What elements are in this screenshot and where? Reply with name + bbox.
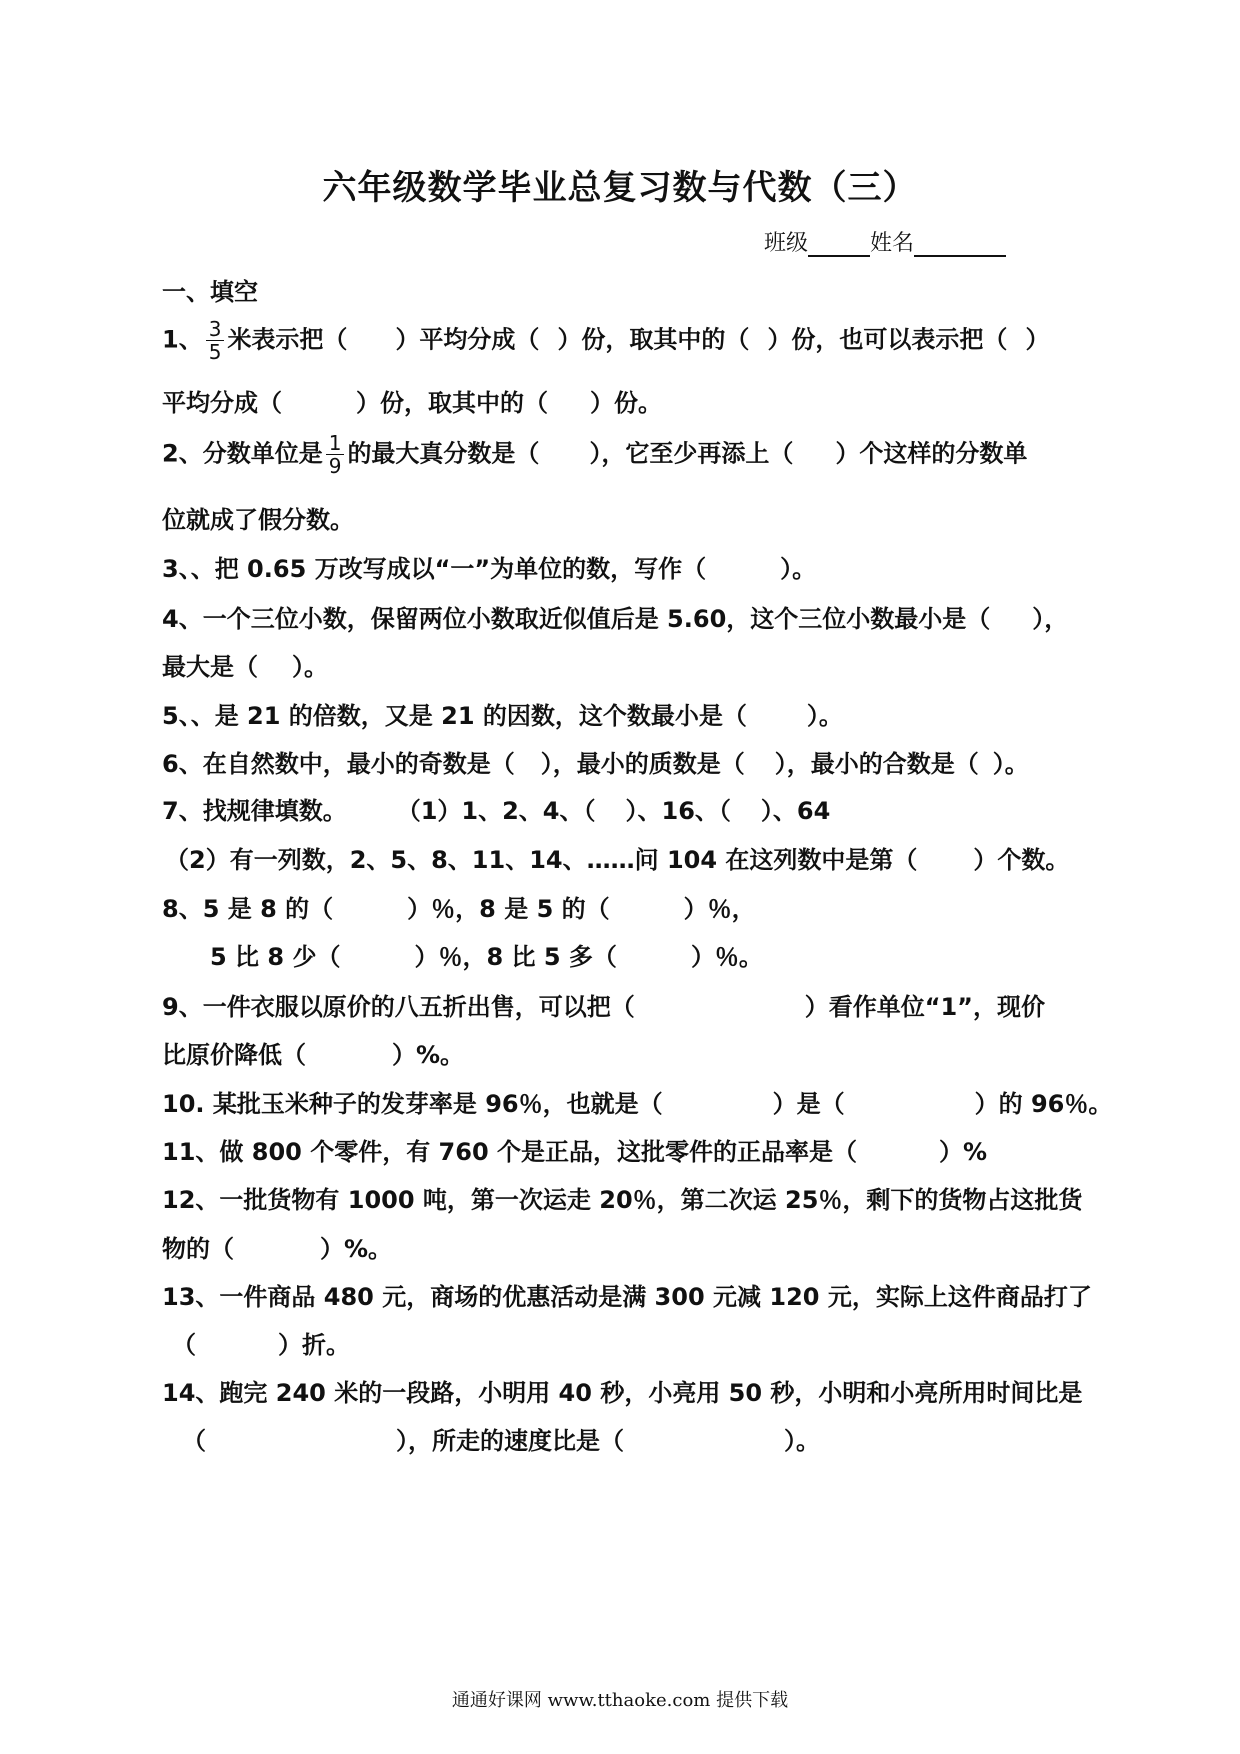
fraction-1-9: $\frac{1}{9}$ — [326, 432, 345, 477]
name-label: 姓名 — [870, 231, 915, 256]
question-8-line-2: 5 比 8 少（ ）％，8 比 5 多（ ）％。 — [210, 943, 763, 971]
fraction-3-5: $\frac{3}{5}$ — [206, 318, 225, 363]
question-1-line-1: 1、 $\frac{3}{5}$ 米表示把（ ）平均分成（ ）份，取其中的（ ）份，也可以表示把（ ） — [162, 317, 1050, 364]
question-5: 5、、是 21 的倍数，又是 21 的因数，这个数最小是（ ）。 — [162, 702, 843, 730]
question-12-line-2: 物的（ ）%。 — [162, 1235, 393, 1263]
name-bar — [764, 226, 1006, 257]
page-title: 六年级数学毕业总复习数与代数（三） — [322, 168, 918, 208]
section-heading: 一、填空 — [162, 278, 258, 306]
question-13-line-2: （ ）折。 — [172, 1331, 350, 1359]
question-9-line-2: 比原价降低（ ）%。 — [162, 1041, 465, 1069]
question-10: 10. 某批玉米种子的发芽率是 96％，也就是（ ）是（ ）的 96％。 — [162, 1090, 1113, 1118]
question-12-line-1: 12、一批货物有 1000 吨，第一次运走 20％，第二次运 25％，剩下的货物占这批货 — [162, 1186, 1083, 1214]
class-label: 班级 — [764, 231, 809, 256]
question-7-line-2: （2）有一列数，2、5、8、11、14、……问 104 在这列数中是第（ ）个数。 — [165, 846, 1070, 874]
question-1-line-2: 平均分成（ ）份，取其中的（ ）份。 — [162, 389, 662, 417]
class-blank[interactable] — [808, 233, 870, 257]
name-blank[interactable] — [914, 233, 1006, 257]
question-13-line-1: 13、一件商品 480 元，商场的优惠活动是满 300 元减 120 元，实际上这件商品打了 — [162, 1283, 1092, 1311]
question-2-line-1: 2、分数单位是 $\frac{1}{9}$ 的最大真分数是（ ），它至少再添上（ ）个这样的分数单 — [162, 431, 1028, 478]
question-14-line-1: 14、跑完 240 米的一段路，小明用 40 秒，小亮用 50 秒，小明和小亮所用时间比是 — [162, 1379, 1083, 1407]
question-4-line-2: 最大是（ ）。 — [162, 653, 328, 681]
footer-credit: 通通好课网 www.tthaoke.com 提供下载 — [451, 1690, 789, 1711]
question-8-line-1: 8、5 是 8 的（ ）％，8 是 5 的（ ）％， — [162, 895, 756, 923]
question-4-line-1: 4、一个三位小数，保留两位小数取近似值后是 5.60，这个三位小数最小是（ ）， — [162, 605, 1069, 633]
question-9-line-1: 9、一件衣服以原价的八五折出售，可以把（ ）看作单位“1”，现价 — [162, 993, 1045, 1021]
question-7-line-1: 7、找规律填数。 （1）1、2、4、（ ）、16、（ ）、64 — [162, 797, 831, 825]
question-11: 11、做 800 个零件，有 760 个是正品，这批零件的正品率是（ ）% — [162, 1138, 988, 1166]
question-3: 3、、把 0.65 万改写成以“一”为单位的数，写作（ ）。 — [162, 555, 817, 583]
question-14-line-2: （ ），所走的速度比是（ ）。 — [182, 1427, 820, 1455]
question-6: 6、在自然数中，最小的奇数是（ ），最小的质数是（ ），最小的合数是（ ）。 — [162, 750, 1029, 778]
question-2-line-2: 位就成了假分数。 — [162, 506, 354, 534]
